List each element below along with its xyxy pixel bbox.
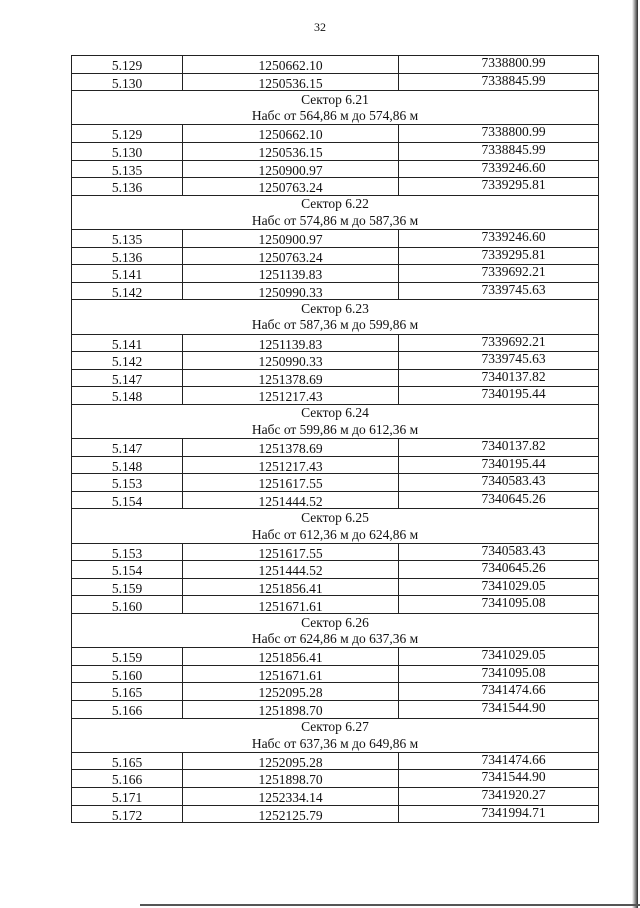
y-coordinate-cell: 7341029.05 bbox=[399, 648, 599, 666]
point-id-cell: 5.160 bbox=[72, 596, 183, 614]
point-id-cell: 5.141 bbox=[72, 334, 183, 352]
sector-range: Набс от 574,86 м до 587,36 м bbox=[72, 212, 599, 229]
y-coordinate-cell: 7339745.63 bbox=[399, 282, 599, 300]
x-coordinate-cell: 1250763.24 bbox=[183, 178, 399, 196]
sector-title-row bbox=[72, 509, 599, 526]
y-coordinate-cell: 7341544.90 bbox=[399, 700, 599, 718]
x-coordinate-cell: 1251378.69 bbox=[183, 369, 399, 387]
x-coordinate-cell: 1251139.83 bbox=[183, 334, 399, 352]
point-id-cell: 5.130 bbox=[72, 73, 183, 91]
table-row bbox=[72, 439, 599, 457]
scan-edge-shadow bbox=[632, 0, 638, 908]
x-coordinate-cell: 1251671.61 bbox=[183, 665, 399, 683]
scan-bottom-edge bbox=[140, 904, 640, 906]
table-row bbox=[72, 752, 599, 770]
x-coordinate-cell: 1252334.14 bbox=[183, 787, 399, 805]
point-id-cell: 5.130 bbox=[72, 142, 183, 160]
sector-range-row bbox=[72, 526, 599, 543]
point-id-cell: 5.172 bbox=[72, 805, 183, 823]
sector-range: Набс от 624,86 м до 637,36 м bbox=[72, 631, 599, 648]
point-id-cell: 5.160 bbox=[72, 665, 183, 683]
point-id-cell: 5.165 bbox=[72, 752, 183, 770]
point-id-cell: 5.142 bbox=[72, 352, 183, 370]
table-row bbox=[72, 125, 599, 143]
x-coordinate-cell: 1252125.79 bbox=[183, 805, 399, 823]
table-row bbox=[72, 369, 599, 387]
y-coordinate-cell: 7339692.21 bbox=[399, 334, 599, 352]
table-body bbox=[72, 56, 599, 823]
point-id-cell: 5.135 bbox=[72, 160, 183, 178]
table-row bbox=[72, 387, 599, 405]
table-row bbox=[72, 178, 599, 196]
x-coordinate-cell: 1250662.10 bbox=[183, 56, 399, 74]
x-coordinate-cell: 1250990.33 bbox=[183, 352, 399, 370]
sector-range-row bbox=[72, 317, 599, 334]
x-coordinate-cell: 1251444.52 bbox=[183, 561, 399, 579]
y-coordinate-cell: 7340137.82 bbox=[399, 439, 599, 457]
x-coordinate-cell: 1251898.70 bbox=[183, 770, 399, 788]
x-coordinate-cell: 1252095.28 bbox=[183, 683, 399, 701]
y-coordinate-cell: 7339745.63 bbox=[399, 352, 599, 370]
point-id-cell: 5.147 bbox=[72, 369, 183, 387]
table-row bbox=[72, 491, 599, 509]
sector-title-row bbox=[72, 195, 599, 212]
x-coordinate-cell: 1251671.61 bbox=[183, 596, 399, 614]
point-id-cell: 5.148 bbox=[72, 387, 183, 405]
x-coordinate-cell: 1250536.15 bbox=[183, 73, 399, 91]
y-coordinate-cell: 7340137.82 bbox=[399, 369, 599, 387]
sector-title: Сектор 6.25 bbox=[72, 509, 599, 526]
point-id-cell: 5.165 bbox=[72, 683, 183, 701]
coordinates-table bbox=[71, 55, 599, 823]
sector-range: Набс от 612,36 м до 624,86 м bbox=[72, 526, 599, 543]
table-row bbox=[72, 247, 599, 265]
table-row bbox=[72, 352, 599, 370]
x-coordinate-cell: 1251856.41 bbox=[183, 578, 399, 596]
y-coordinate-cell: 7341994.71 bbox=[399, 805, 599, 823]
point-id-cell: 5.159 bbox=[72, 578, 183, 596]
point-id-cell: 5.141 bbox=[72, 265, 183, 283]
y-coordinate-cell: 7338845.99 bbox=[399, 142, 599, 160]
table-row bbox=[72, 474, 599, 492]
table-row bbox=[72, 787, 599, 805]
sector-range-row bbox=[72, 421, 599, 438]
table-row bbox=[72, 142, 599, 160]
sector-title: Сектор 6.23 bbox=[72, 300, 599, 317]
table-row bbox=[72, 56, 599, 74]
point-id-cell: 5.136 bbox=[72, 178, 183, 196]
y-coordinate-cell: 7341095.08 bbox=[399, 596, 599, 614]
table-row bbox=[72, 578, 599, 596]
sector-range: Набс от 599,86 м до 612,36 м bbox=[72, 421, 599, 438]
table-row bbox=[72, 561, 599, 579]
x-coordinate-cell: 1251217.43 bbox=[183, 456, 399, 474]
table-row bbox=[72, 282, 599, 300]
x-coordinate-cell: 1251217.43 bbox=[183, 387, 399, 405]
table-row bbox=[72, 229, 599, 247]
x-coordinate-cell: 1252095.28 bbox=[183, 752, 399, 770]
sector-title-row bbox=[72, 91, 599, 108]
point-id-cell: 5.159 bbox=[72, 648, 183, 666]
point-id-cell: 5.136 bbox=[72, 247, 183, 265]
y-coordinate-cell: 7340645.26 bbox=[399, 491, 599, 509]
y-coordinate-cell: 7340583.43 bbox=[399, 543, 599, 561]
x-coordinate-cell: 1250662.10 bbox=[183, 125, 399, 143]
y-coordinate-cell: 7340195.44 bbox=[399, 387, 599, 405]
sector-range-row bbox=[72, 631, 599, 648]
sector-range-row bbox=[72, 735, 599, 752]
table-row bbox=[72, 648, 599, 666]
sector-range-row bbox=[72, 108, 599, 125]
y-coordinate-cell: 7338800.99 bbox=[399, 125, 599, 143]
x-coordinate-cell: 1250900.97 bbox=[183, 160, 399, 178]
table-row bbox=[72, 334, 599, 352]
x-coordinate-cell: 1251378.69 bbox=[183, 439, 399, 457]
x-coordinate-cell: 1250990.33 bbox=[183, 282, 399, 300]
table-row bbox=[72, 700, 599, 718]
sector-range: Набс от 587,36 м до 599,86 м bbox=[72, 317, 599, 334]
table-row bbox=[72, 683, 599, 701]
table-row bbox=[72, 805, 599, 823]
point-id-cell: 5.147 bbox=[72, 439, 183, 457]
point-id-cell: 5.142 bbox=[72, 282, 183, 300]
x-coordinate-cell: 1251617.55 bbox=[183, 474, 399, 492]
sector-title-row bbox=[72, 718, 599, 735]
table-row bbox=[72, 543, 599, 561]
table-row bbox=[72, 265, 599, 283]
sector-title: Сектор 6.21 bbox=[72, 91, 599, 108]
x-coordinate-cell: 1251139.83 bbox=[183, 265, 399, 283]
table-row bbox=[72, 770, 599, 788]
point-id-cell: 5.171 bbox=[72, 787, 183, 805]
x-coordinate-cell: 1250536.15 bbox=[183, 142, 399, 160]
x-coordinate-cell: 1251856.41 bbox=[183, 648, 399, 666]
sector-title: Сектор 6.22 bbox=[72, 195, 599, 212]
point-id-cell: 5.166 bbox=[72, 770, 183, 788]
y-coordinate-cell: 7341095.08 bbox=[399, 665, 599, 683]
sector-title-row bbox=[72, 300, 599, 317]
point-id-cell: 5.166 bbox=[72, 700, 183, 718]
y-coordinate-cell: 7341544.90 bbox=[399, 770, 599, 788]
y-coordinate-cell: 7340583.43 bbox=[399, 474, 599, 492]
point-id-cell: 5.153 bbox=[72, 474, 183, 492]
point-id-cell: 5.129 bbox=[72, 56, 183, 74]
point-id-cell: 5.154 bbox=[72, 491, 183, 509]
x-coordinate-cell: 1250900.97 bbox=[183, 229, 399, 247]
x-coordinate-cell: 1251617.55 bbox=[183, 543, 399, 561]
x-coordinate-cell: 1251898.70 bbox=[183, 700, 399, 718]
y-coordinate-cell: 7341029.05 bbox=[399, 578, 599, 596]
y-coordinate-cell: 7338800.99 bbox=[399, 56, 599, 74]
y-coordinate-cell: 7339246.60 bbox=[399, 229, 599, 247]
y-coordinate-cell: 7340645.26 bbox=[399, 561, 599, 579]
table-row bbox=[72, 665, 599, 683]
x-coordinate-cell: 1251444.52 bbox=[183, 491, 399, 509]
page-number: 32 bbox=[314, 20, 326, 34]
sector-range: Набс от 564,86 м до 574,86 м bbox=[72, 108, 599, 125]
sector-range-row bbox=[72, 212, 599, 229]
point-id-cell: 5.135 bbox=[72, 229, 183, 247]
y-coordinate-cell: 7340195.44 bbox=[399, 456, 599, 474]
y-coordinate-cell: 7338845.99 bbox=[399, 73, 599, 91]
sector-range: Набс от 637,36 м до 649,86 м bbox=[72, 735, 599, 752]
y-coordinate-cell: 7339692.21 bbox=[399, 265, 599, 283]
point-id-cell: 5.129 bbox=[72, 125, 183, 143]
sector-title-row bbox=[72, 614, 599, 631]
sector-title: Сектор 6.27 bbox=[72, 718, 599, 735]
sector-title: Сектор 6.26 bbox=[72, 614, 599, 631]
y-coordinate-cell: 7339246.60 bbox=[399, 160, 599, 178]
table-row bbox=[72, 456, 599, 474]
y-coordinate-cell: 7341920.27 bbox=[399, 787, 599, 805]
sector-title-row bbox=[72, 404, 599, 421]
y-coordinate-cell: 7339295.81 bbox=[399, 178, 599, 196]
y-coordinate-cell: 7341474.66 bbox=[399, 752, 599, 770]
y-coordinate-cell: 7339295.81 bbox=[399, 247, 599, 265]
table-row bbox=[72, 73, 599, 91]
point-id-cell: 5.154 bbox=[72, 561, 183, 579]
point-id-cell: 5.148 bbox=[72, 456, 183, 474]
x-coordinate-cell: 1250763.24 bbox=[183, 247, 399, 265]
point-id-cell: 5.153 bbox=[72, 543, 183, 561]
sector-title: Сектор 6.24 bbox=[72, 404, 599, 421]
y-coordinate-cell: 7341474.66 bbox=[399, 683, 599, 701]
table-row bbox=[72, 160, 599, 178]
table-row bbox=[72, 596, 599, 614]
